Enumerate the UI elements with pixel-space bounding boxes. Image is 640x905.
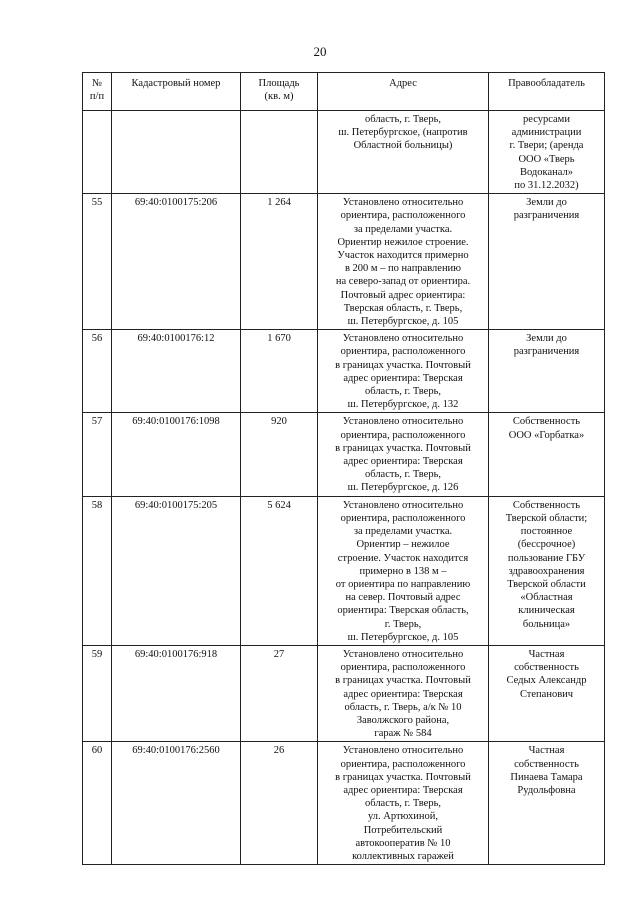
cell-line: больница» bbox=[522, 618, 571, 630]
cell-line: Установлено относительно bbox=[342, 333, 464, 345]
row-cadastral-number: 69:40:0100176:12 bbox=[112, 330, 241, 413]
cell-line: ООО «Горбатка» bbox=[508, 429, 585, 441]
row-num: 55 bbox=[83, 194, 112, 330]
cell-line: Ориентир – нежилое bbox=[356, 539, 450, 551]
row-num bbox=[83, 111, 112, 194]
table-row bbox=[83, 194, 605, 330]
row-owner bbox=[489, 111, 605, 194]
cell-line: ресурсами bbox=[523, 114, 570, 125]
cell-line: строение. Участок находится bbox=[337, 552, 469, 564]
row-cadastral-number: 69:40:0100176:918 bbox=[112, 645, 241, 741]
row-cadastral-number: 69:40:0100175:206 bbox=[112, 194, 241, 330]
cell-line: Установлено относительно bbox=[342, 499, 464, 511]
cell-line: собственность bbox=[514, 758, 579, 770]
cell-line: в 200 м – по направлению bbox=[344, 263, 462, 275]
cell-line: ориентира, расположенного bbox=[340, 429, 466, 441]
cell-line: Областной больницы) bbox=[353, 140, 453, 152]
cell-line: г. Твери; (аренда bbox=[509, 140, 584, 152]
table-body bbox=[83, 111, 605, 865]
cell-line: Установлено относительно bbox=[342, 416, 464, 428]
cell-line: ООО «Тверь bbox=[518, 153, 575, 165]
row-cadastral-number: 69:40:0100176:2560 bbox=[112, 742, 241, 865]
cell-line: Тверская область, г. Тверь, bbox=[343, 302, 463, 314]
cell-line: разграничения bbox=[513, 210, 580, 222]
cell-line: от ориентира по направлению bbox=[335, 578, 471, 590]
cell-line: клиническая bbox=[518, 605, 575, 617]
cell-line: Собственность bbox=[512, 499, 581, 511]
cell-line: область, г. Тверь, bbox=[364, 469, 441, 481]
cell-line: в границах участка. Почтовый bbox=[335, 359, 471, 371]
cell-line: разграничения bbox=[513, 346, 580, 358]
row-cadastral-number: 69:40:0100176:1098 bbox=[112, 413, 241, 496]
cell-line: Адрес bbox=[389, 78, 417, 89]
row-address bbox=[318, 645, 489, 741]
cell-line: адрес ориентира: Тверская bbox=[343, 784, 463, 796]
cell-line: в границах участка. Почтовый bbox=[335, 675, 471, 687]
row-area: 26 bbox=[241, 742, 318, 865]
cell-line: ориентира, расположенного bbox=[340, 210, 466, 222]
cell-line: «Областная bbox=[520, 592, 573, 604]
header-owner bbox=[489, 73, 605, 111]
row-num: 59 bbox=[83, 645, 112, 741]
cell-line: Участок находится примерно bbox=[337, 250, 469, 262]
row-owner bbox=[489, 496, 605, 645]
cell-line: пользование ГБУ bbox=[507, 552, 586, 564]
cell-line: ориентира, расположенного bbox=[340, 512, 466, 524]
row-area: 920 bbox=[241, 413, 318, 496]
row-area: 5 624 bbox=[241, 496, 318, 645]
cell-line: Установлено относительно bbox=[342, 648, 464, 660]
cell-line: область, г. Тверь, bbox=[364, 114, 441, 125]
row-cadastral-number: 69:40:0100175:205 bbox=[112, 496, 241, 645]
cell-line: ш. Петербургское, д. 105 bbox=[347, 631, 459, 643]
header-num bbox=[83, 73, 112, 111]
cell-line: (бессрочное) bbox=[517, 539, 576, 551]
cell-line: ориентира, расположенного bbox=[340, 758, 466, 770]
cell-line: за пределами участка. bbox=[353, 526, 453, 538]
cell-line: Ориентир нежилое строение. bbox=[337, 236, 469, 248]
row-address bbox=[318, 413, 489, 496]
header-address bbox=[318, 73, 489, 111]
cell-line: Седых Александр bbox=[506, 675, 587, 687]
row-address bbox=[318, 742, 489, 865]
cell-line: в границах участка. Почтовый bbox=[335, 771, 471, 783]
cell-line: область, г. Тверь, bbox=[364, 798, 441, 810]
cell-line: постоянное bbox=[520, 526, 573, 538]
land-registry-table bbox=[82, 72, 605, 865]
cell-line: Рудольфовна bbox=[517, 784, 576, 796]
row-owner bbox=[489, 194, 605, 330]
table-row bbox=[83, 413, 605, 496]
row-area bbox=[241, 111, 318, 194]
cell-line: адрес ориентира: Тверская bbox=[343, 372, 463, 384]
cell-line: Установлено относительно bbox=[342, 197, 464, 209]
cell-line: примерно в 138 м – bbox=[359, 565, 447, 577]
row-address bbox=[318, 194, 489, 330]
row-address bbox=[318, 496, 489, 645]
cell-line: Степанович bbox=[519, 688, 574, 700]
cell-line: Почтовый адрес ориентира: bbox=[340, 289, 466, 301]
cell-line: Установлено относительно bbox=[342, 745, 464, 757]
cell-line: ш. Петербургское, д. 126 bbox=[347, 482, 459, 494]
cell-line: г. Тверь, bbox=[384, 618, 422, 630]
cell-line: Правообладатель bbox=[508, 78, 585, 89]
cell-line: область, г. Тверь, а/к № 10 bbox=[344, 701, 462, 713]
row-address bbox=[318, 330, 489, 413]
table-row bbox=[83, 742, 605, 865]
table-row bbox=[83, 496, 605, 645]
row-owner bbox=[489, 742, 605, 865]
cell-line: здравоохранения bbox=[508, 565, 585, 577]
cell-line: (кв. м) bbox=[264, 91, 294, 103]
cell-line: Потребительский bbox=[363, 824, 443, 836]
cell-line: администрации bbox=[511, 127, 582, 139]
cell-line: ш. Петербургское, (напротив bbox=[338, 127, 468, 139]
row-owner bbox=[489, 330, 605, 413]
cell-line: автокооператив № 10 bbox=[355, 837, 451, 849]
cell-line: коллективных гаражей bbox=[352, 850, 454, 862]
cell-line: ул. Артюхиной, bbox=[368, 811, 438, 823]
cell-line: Частная bbox=[528, 745, 565, 757]
row-owner bbox=[489, 645, 605, 741]
cell-line: Земли до bbox=[526, 197, 567, 209]
cell-line: Земли до bbox=[526, 333, 567, 345]
header-area bbox=[241, 73, 318, 111]
cell-line: область, г. Тверь, bbox=[364, 386, 441, 398]
row-num: 58 bbox=[83, 496, 112, 645]
cell-line: Тверской области bbox=[507, 578, 586, 590]
cell-line: в границах участка. Почтовый bbox=[335, 442, 471, 454]
page-number: 20 bbox=[313, 44, 327, 59]
row-num: 56 bbox=[83, 330, 112, 413]
cell-line: Частная bbox=[528, 648, 565, 660]
cell-line: Кадастровый номер bbox=[131, 78, 221, 89]
cell-line: Заволжского района, bbox=[356, 714, 450, 726]
cell-line: по 31.12.2032) bbox=[514, 180, 579, 192]
cell-line: ш. Петербургское, д. 105 bbox=[347, 316, 459, 328]
row-num: 60 bbox=[83, 742, 112, 865]
table-row bbox=[83, 645, 605, 741]
cell-line: гараж № 584 bbox=[374, 728, 432, 740]
cell-line: адрес ориентира: Тверская bbox=[343, 456, 463, 468]
header-cadastral bbox=[112, 73, 241, 111]
row-cadastral-number bbox=[112, 111, 241, 194]
row-address bbox=[318, 111, 489, 194]
row-owner bbox=[489, 413, 605, 496]
cell-line: собственность bbox=[514, 662, 579, 674]
table-header bbox=[83, 73, 605, 111]
cell-line: Тверской области; bbox=[505, 512, 588, 524]
cell-line: ш. Петербургское, д. 132 bbox=[347, 399, 459, 411]
row-area: 1 264 bbox=[241, 194, 318, 330]
table-row bbox=[83, 111, 605, 194]
cell-line: Водоканал» bbox=[519, 166, 573, 178]
cell-line: Пинаева Тамара bbox=[510, 771, 583, 783]
cell-line: на северо-запад от ориентира. bbox=[335, 276, 471, 288]
cell-line: п/п bbox=[89, 91, 105, 103]
header-row bbox=[83, 73, 605, 111]
cell-line: за пределами участка. bbox=[353, 223, 453, 235]
cell-line: Площадь bbox=[258, 78, 300, 89]
cell-line: Собственность bbox=[512, 416, 581, 428]
cell-line: № bbox=[91, 78, 103, 89]
row-num: 57 bbox=[83, 413, 112, 496]
cell-line: ориентира: Тверская область, bbox=[337, 605, 469, 617]
cell-line: ориентира, расположенного bbox=[340, 346, 466, 358]
table-row bbox=[83, 330, 605, 413]
row-area: 1 670 bbox=[241, 330, 318, 413]
cell-line: адрес ориентира: Тверская bbox=[343, 688, 463, 700]
cell-line: ориентира, расположенного bbox=[340, 662, 466, 674]
row-area: 27 bbox=[241, 645, 318, 741]
cell-line: на север. Почтовый адрес bbox=[345, 592, 461, 604]
